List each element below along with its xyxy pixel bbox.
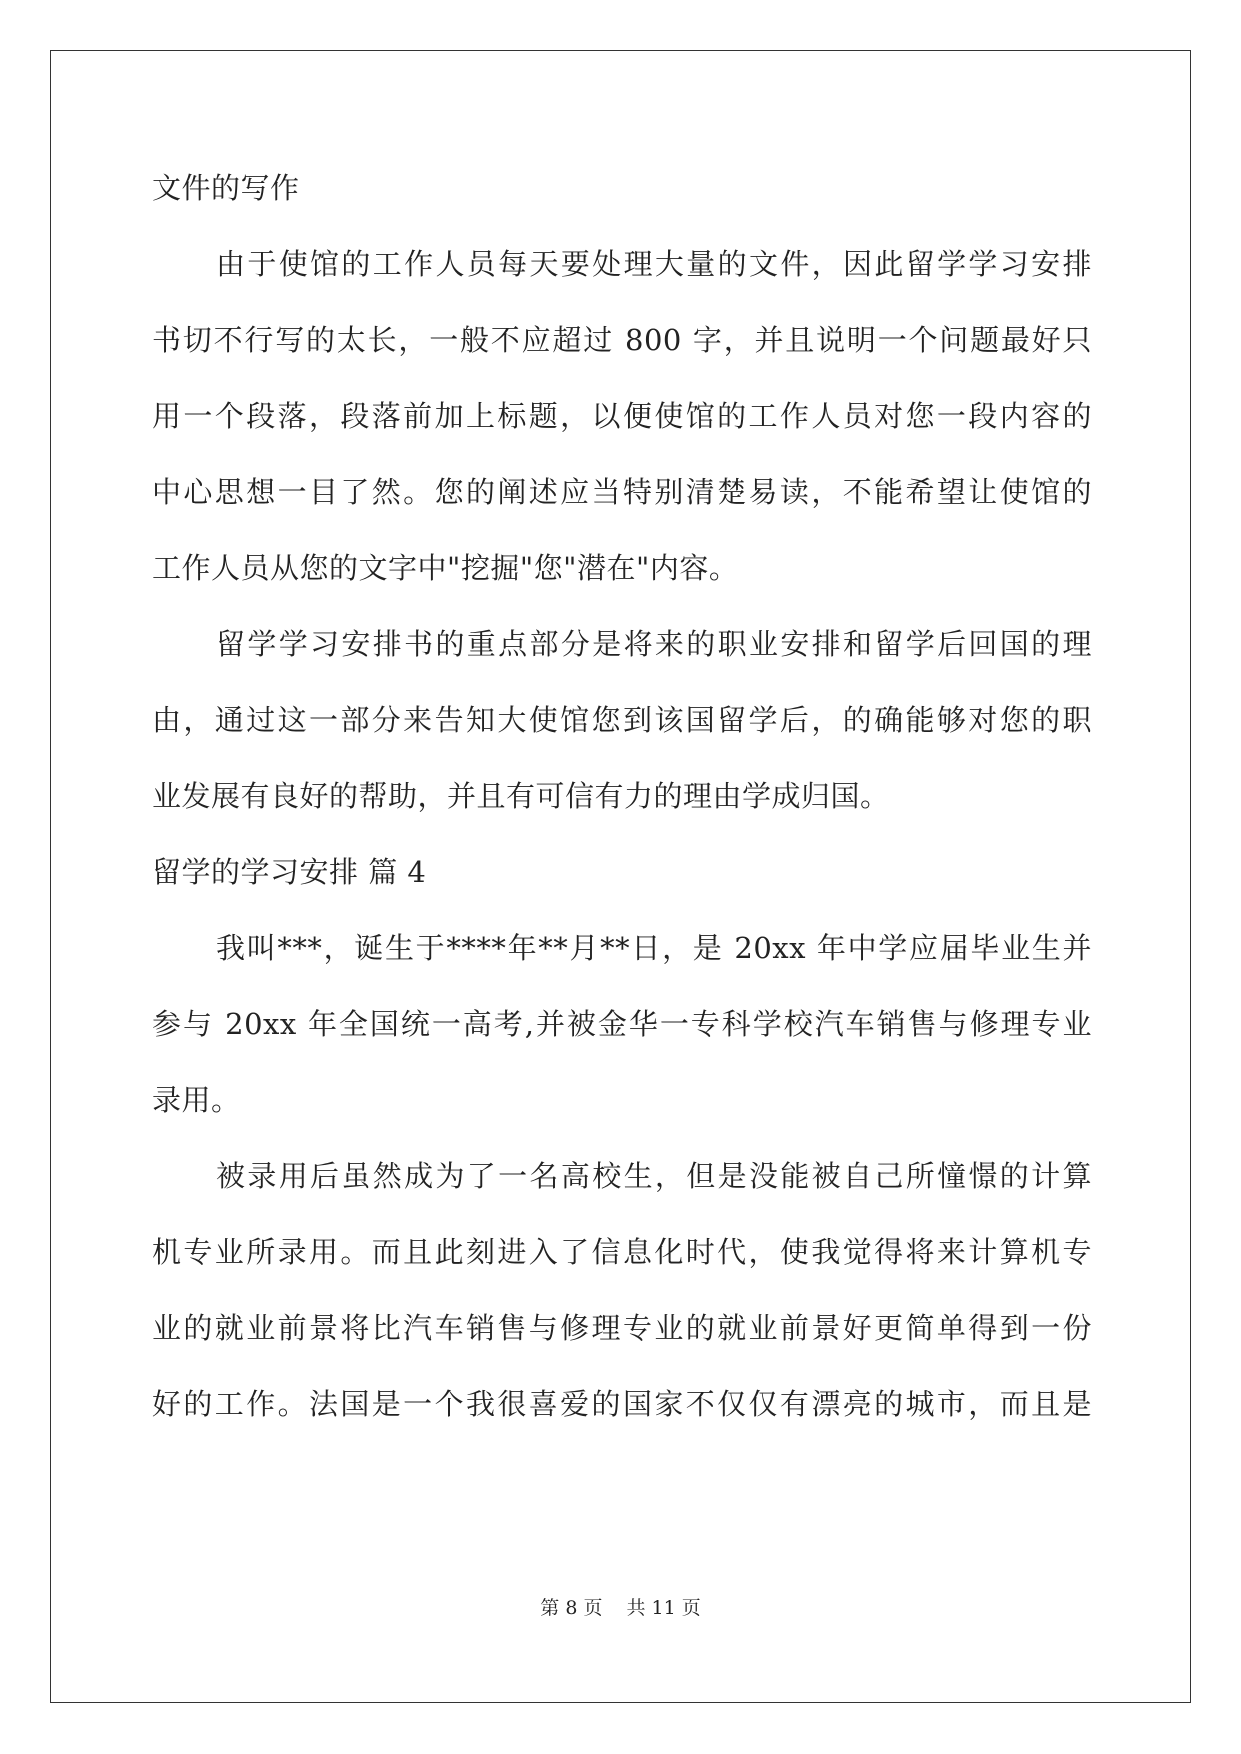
paragraph-line: 录用。 — [152, 1083, 241, 1117]
paragraph-line: 由于使馆的工作人员每天要处理大量的文件，因此留学学习安排 — [216, 247, 1092, 281]
paragraph-line: 业的就业前景将比汽车销售与修理专业的就业前景好更简单得到一份 — [152, 1311, 1092, 1345]
page-number: 第 8 页 — [540, 1597, 603, 1619]
paragraph-line: 业发展有良好的帮助，并且有可信有力的理由学成归国。 — [152, 779, 890, 813]
paragraph-line: 被录用后虽然成为了一名高校生，但是没能被自己所憧憬的计算 — [216, 1159, 1092, 1193]
paragraph-line: 工作人员从您的文字中"挖掘"您"潜在"内容。 — [152, 551, 739, 585]
paragraph-line: 由，通过这一部分来告知大使馆您到该国留学后，的确能够对您的职 — [152, 703, 1092, 737]
page-total: 共 11 页 — [626, 1597, 701, 1619]
paragraph-line: 机专业所录用。而且此刻进入了信息化时代，使我觉得将来计算机专 — [152, 1235, 1092, 1269]
section-heading-writing: 文件的写作 — [152, 171, 300, 205]
paragraph-line: 留学学习安排书的重点部分是将来的职业安排和留学后回国的理 — [216, 627, 1092, 661]
page-footer — [0, 1596, 1241, 1620]
paragraph-line: 用一个段落，段落前加上标题，以便使馆的工作人员对您一段内容的 — [152, 399, 1092, 433]
paragraph-line: 书切不行写的太长，一般不应超过 800 字，并且说明一个问题最好只 — [152, 323, 1092, 357]
paragraph-line: 好的工作。法国是一个我很喜爱的国家不仅仅有漂亮的城市，而且是 — [152, 1387, 1092, 1421]
section-heading-part4: 留学的学习安排 篇 4 — [152, 855, 427, 889]
paragraph-line: 参与 20xx 年全国统一高考,并被金华一专科学校汽车销售与修理专业 — [152, 1007, 1092, 1041]
paragraph-line: 中心思想一目了然。您的阐述应当特别清楚易读，不能希望让使馆的 — [152, 475, 1092, 509]
paragraph-line: 我叫***，诞生于****年**月**日，是 20xx 年中学应届毕业生并 — [216, 931, 1092, 965]
